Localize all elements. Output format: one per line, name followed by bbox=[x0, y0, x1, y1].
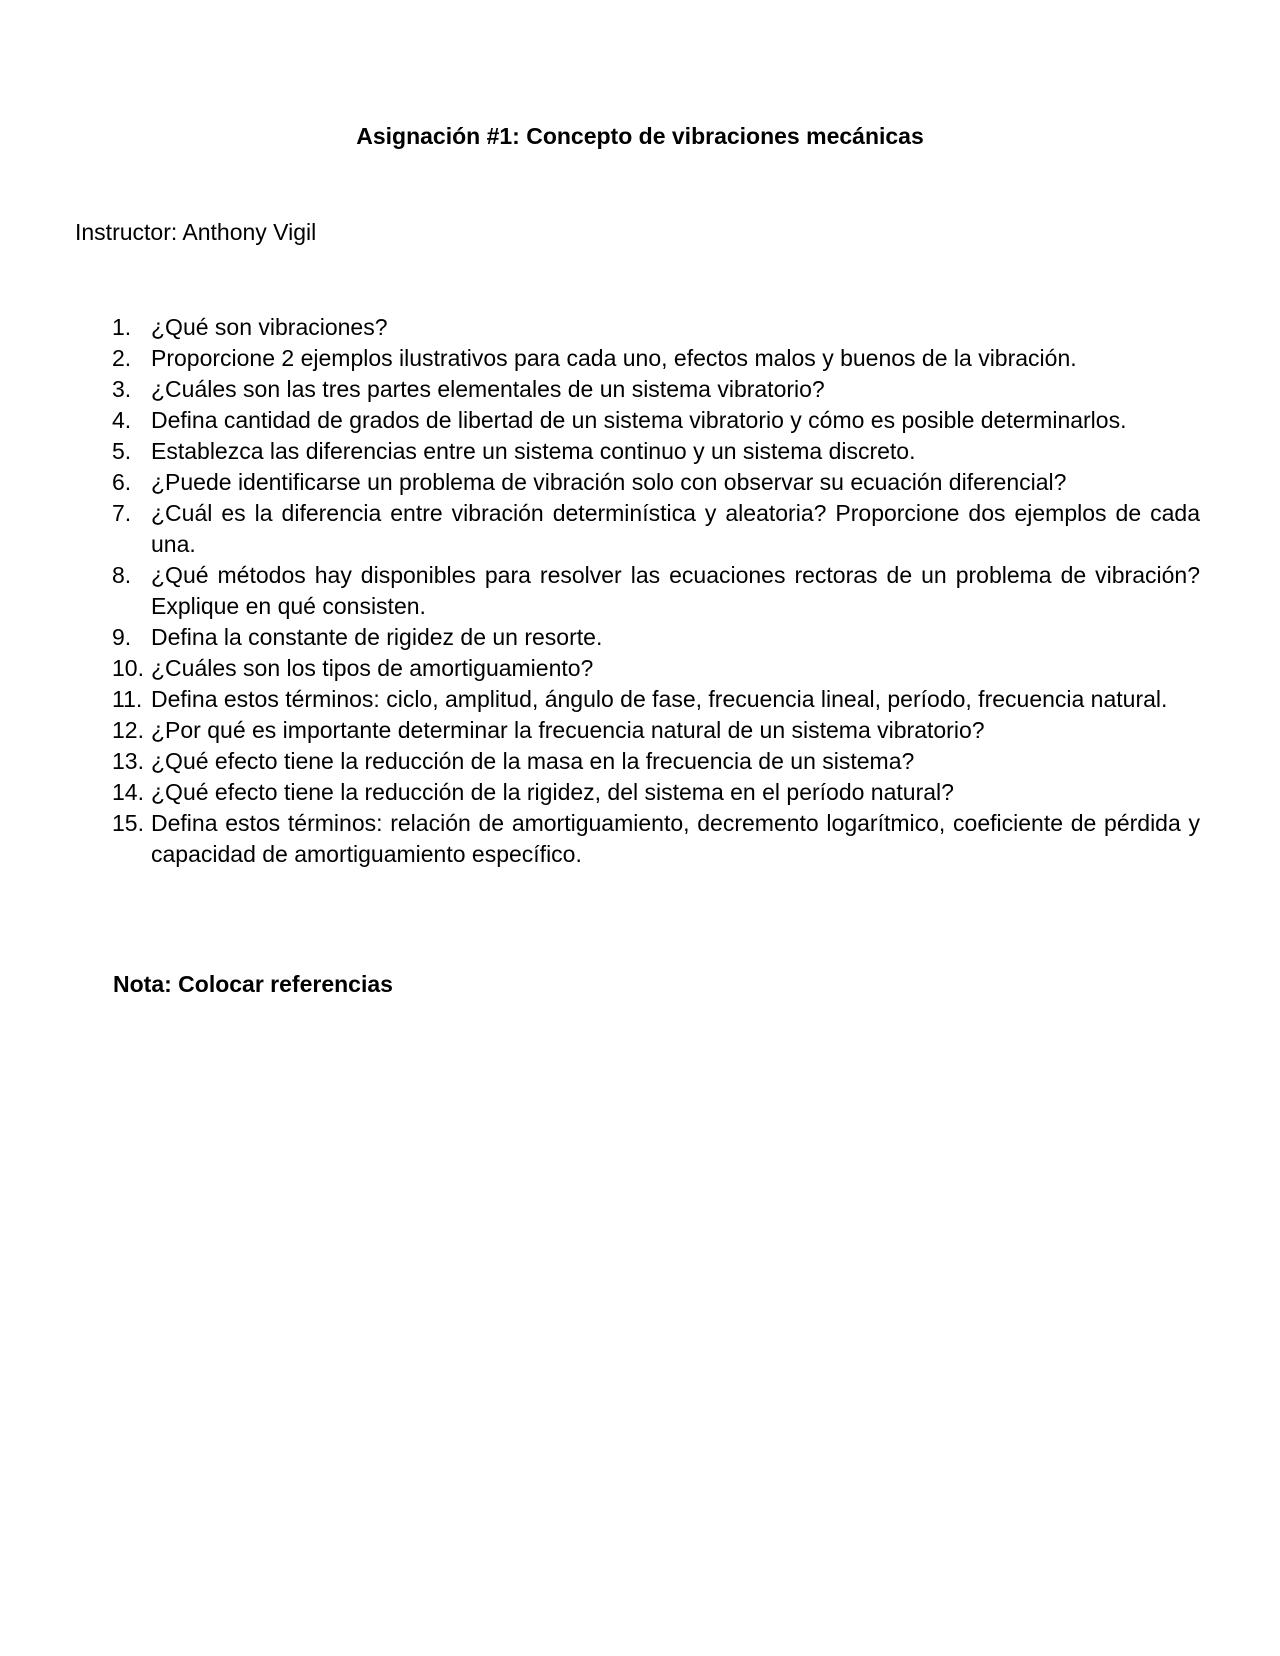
question-number: 15. bbox=[112, 810, 144, 836]
question-text: Defina la constante de rigidez de un resorte. bbox=[151, 624, 603, 650]
question-item bbox=[0, 777, 1280, 808]
question-text: Defina estos términos: ciclo, amplitud, ángulo de fase, frecuencia lineal, período, frecuencia natural. bbox=[151, 686, 1168, 712]
question-text: ¿Cuál es la diferencia entre vibración determinística y aleatoria? Proporcione dos ejemplos de cada una. bbox=[151, 500, 1200, 557]
question-text: ¿Qué son vibraciones? bbox=[151, 314, 388, 340]
question-text: ¿Por qué es importante determinar la frecuencia natural de un sistema vibratorio? bbox=[151, 717, 985, 743]
question-item bbox=[0, 622, 1280, 653]
question-number: 9. bbox=[112, 624, 132, 650]
question-item bbox=[0, 746, 1280, 777]
question-text: ¿Cuáles son los tipos de amortiguamiento? bbox=[151, 655, 594, 681]
question-text: ¿Qué efecto tiene la reducción de la masa en la frecuencia de un sistema? bbox=[151, 748, 915, 774]
question-number: 5. bbox=[112, 438, 132, 464]
question-item bbox=[0, 467, 1280, 498]
question-item bbox=[0, 653, 1280, 684]
question-number: 10. bbox=[112, 655, 144, 681]
question-number: 14. bbox=[112, 779, 144, 805]
question-number: 7. bbox=[112, 500, 132, 526]
question-item bbox=[0, 405, 1280, 436]
note-text: Nota: Colocar referencias bbox=[113, 971, 393, 997]
question-number: 3. bbox=[112, 376, 132, 402]
question-item bbox=[0, 560, 1280, 622]
question-list bbox=[0, 312, 1280, 870]
question-number: 13. bbox=[112, 748, 144, 774]
instructor-line: Instructor: Anthony Vigil bbox=[75, 219, 317, 245]
question-text: ¿Puede identificarse un problema de vibración solo con observar su ecuación diferencial? bbox=[151, 469, 1067, 495]
question-number: 8. bbox=[112, 562, 132, 588]
question-number: 11. bbox=[112, 686, 143, 712]
question-number: 2. bbox=[112, 345, 132, 371]
question-item bbox=[0, 343, 1280, 374]
question-item bbox=[0, 808, 1280, 870]
question-text: Proporcione 2 ejemplos ilustrativos para cada uno, efectos malos y buenos de la vibración. bbox=[151, 345, 1077, 371]
question-number: 1. bbox=[112, 314, 132, 340]
page-title: Asignación #1: Concepto de vibraciones mecánicas bbox=[356, 123, 924, 149]
question-text: ¿Qué efecto tiene la reducción de la rigidez, del sistema en el período natural? bbox=[151, 779, 954, 805]
question-text: ¿Qué métodos hay disponibles para resolver las ecuaciones rectoras de un problema de vibración? Explique en qué consisten. bbox=[151, 562, 1200, 619]
question-number: 4. bbox=[112, 407, 132, 433]
question-text: ¿Cuáles son las tres partes elementales de un sistema vibratorio? bbox=[151, 376, 825, 402]
question-item bbox=[0, 715, 1280, 746]
question-item bbox=[0, 374, 1280, 405]
question-text: Establezca las diferencias entre un sistema continuo y un sistema discreto. bbox=[151, 438, 916, 464]
question-text: Defina estos términos: relación de amortiguamiento, decremento logarítmico, coeficiente de pérdida y capacidad de amortiguamiento específico. bbox=[151, 810, 1200, 867]
question-item bbox=[0, 684, 1280, 715]
question-text: Defina cantidad de grados de libertad de un sistema vibratorio y cómo es posible determinarlos. bbox=[151, 407, 1127, 433]
question-item bbox=[0, 498, 1280, 560]
question-number: 12. bbox=[112, 717, 144, 743]
question-item bbox=[0, 436, 1280, 467]
question-item bbox=[0, 312, 1280, 343]
question-number: 6. bbox=[112, 469, 132, 495]
